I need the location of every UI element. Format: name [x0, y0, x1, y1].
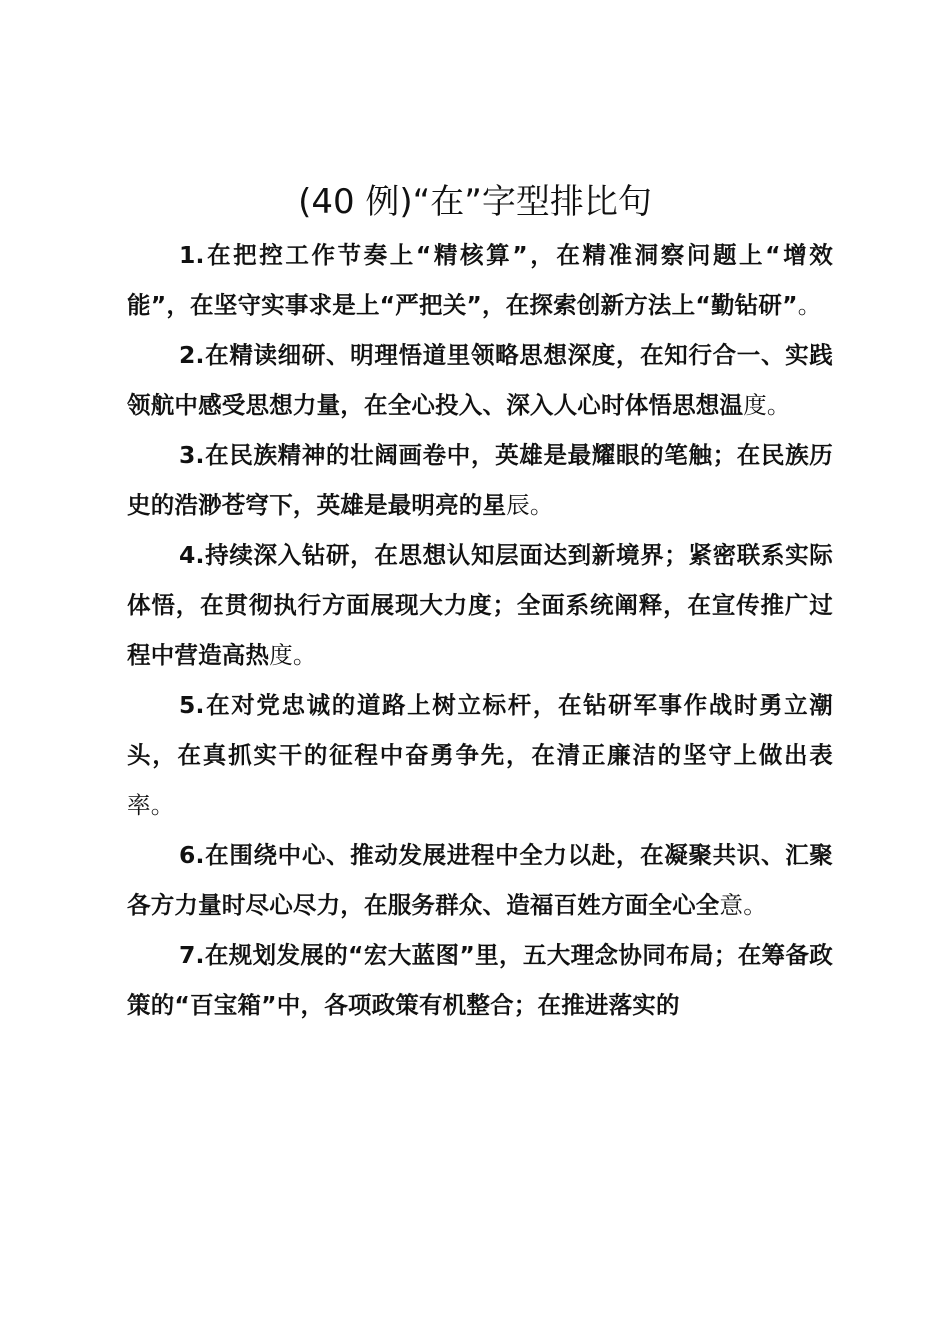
paragraph-text: 在围绕中心、推动发展进程中全力以赴，在凝聚共识、汇聚各方力量时尽心尽力，在服务群众、造福百姓方面全心全: [127, 841, 833, 919]
paragraph-text: 在民族精神的壮阔画卷中，英雄是最耀眼的笔触；在民族历史的浩渺苍穹下，英雄是最明亮的星: [127, 441, 833, 519]
paragraph-6: [127, 830, 833, 930]
paragraph-number: 3.: [179, 441, 205, 469]
paragraph-tail: 率。: [127, 791, 175, 819]
document-title: (40 例)“在”字型排比句: [298, 182, 652, 222]
paragraph-number: 1.: [179, 241, 205, 269]
paragraph-number: 7.: [179, 941, 205, 969]
paragraph-text: 在把控工作节奏上“精核算”，在精准洞察问题上“增效能”，在坚守实事求是上“严把关”，在探索创新方法上“勤钻研”: [127, 241, 833, 319]
document-body: [127, 230, 833, 1030]
paragraph-tail: 度。: [269, 641, 317, 669]
paragraph-text: 在对党忠诚的道路上树立标杆，在钻研军事作战时勇立潮头，在真抓实干的征程中奋勇争先，在清正廉洁的坚守上做出表: [127, 691, 833, 769]
paragraph-3: [127, 430, 833, 530]
paragraph-5: [127, 680, 833, 830]
paragraph-number: 5.: [179, 691, 205, 719]
paragraph-text: 在规划发展的“宏大蓝图”里，五大理念协同布局；在筹备政策的“百宝箱”中，各项政策有机整合；在推进落实的: [127, 941, 833, 1019]
paragraph-4: [127, 530, 833, 680]
paragraph-number: 2.: [179, 341, 205, 369]
paragraph-1: [127, 230, 833, 330]
paragraph-tail: 度。: [743, 391, 791, 419]
paragraph-tail: 意。: [719, 891, 767, 919]
paragraph-2: [127, 330, 833, 430]
paragraph-tail: 。: [797, 291, 822, 319]
paragraph-text: 在精读细研、明理悟道里领略思想深度，在知行合一、实践领航中感受思想力量，在全心投入、深入人心时体悟思想温: [127, 341, 833, 419]
paragraph-7: [127, 930, 833, 1030]
paragraph-number: 4.: [179, 541, 205, 569]
paragraph-text: 持续深入钻研，在思想认知层面达到新境界；紧密联系实际体悟，在贯彻执行方面展现大力度；全面系统阐释，在宣传推广过程中营造高热: [127, 541, 833, 669]
paragraph-tail: 辰。: [506, 491, 554, 519]
paragraph-number: 6.: [179, 841, 205, 869]
